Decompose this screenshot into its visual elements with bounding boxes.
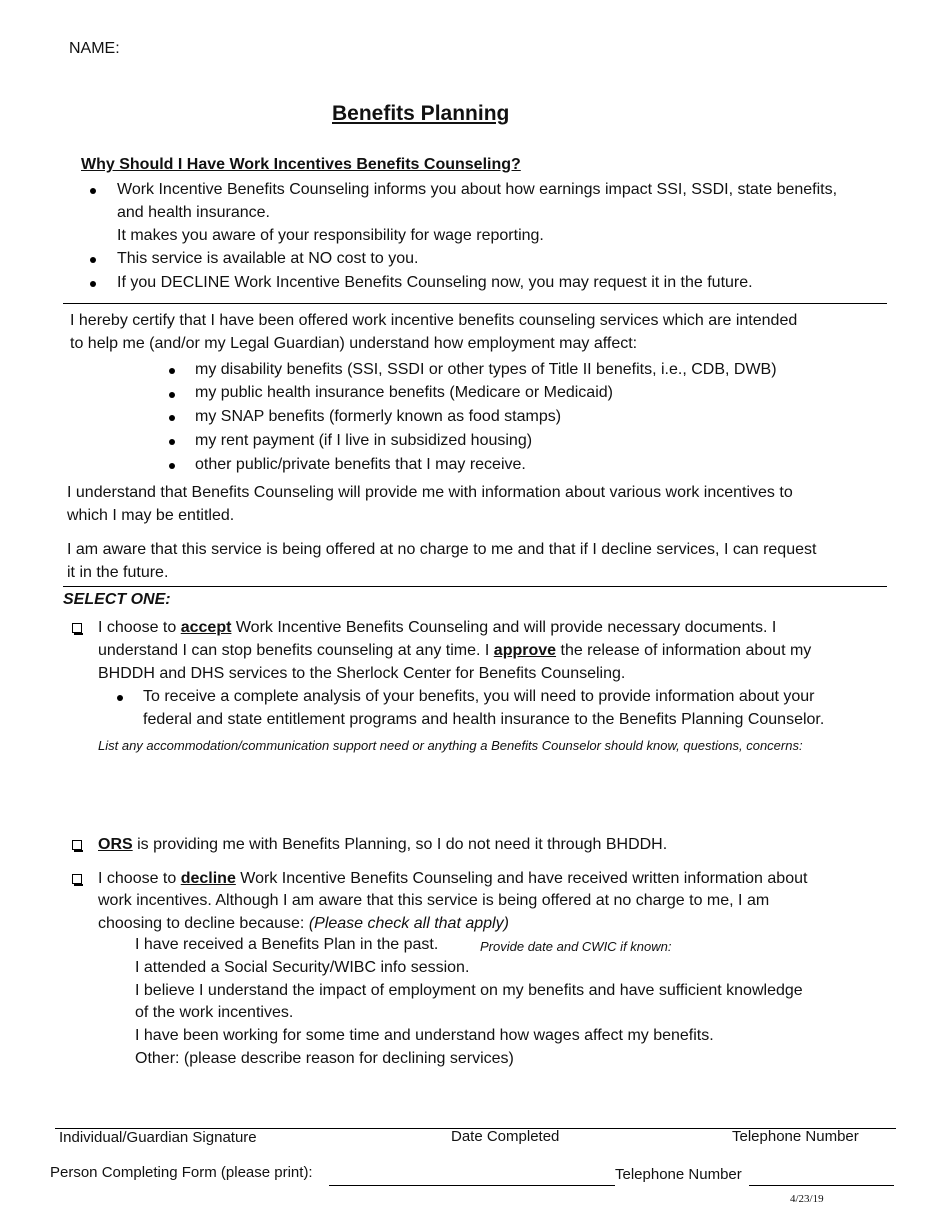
person-completing-field[interactable] <box>329 1185 615 1186</box>
accept-checkbox[interactable] <box>72 623 82 633</box>
benefits-plan-date-note: Provide date and CWIC if known: <box>480 939 672 954</box>
certify-item: my SNAP benefits (formerly known as food stamps) <box>195 408 562 425</box>
telephone-field[interactable] <box>749 1185 894 1186</box>
bullet-dot <box>169 415 175 421</box>
ors-checkbox[interactable] <box>72 840 82 850</box>
page-title: Benefits Planning <box>332 102 510 125</box>
accept-line-2: understand I can stop benefits counseling at any time. I approve the release of information about my <box>98 642 812 659</box>
why-bullet-1-line-2: and health insurance. <box>117 204 270 221</box>
section-divider <box>63 303 887 304</box>
decline-line-2: work incentives. Although I am aware that this service is being offered at no charge to me, I am <box>98 892 770 909</box>
decline-reason-info-session[interactable]: I attended a Social Security/WIBC info session. <box>135 959 470 976</box>
bullet-dot <box>90 281 96 287</box>
why-heading: Why Should I Have Work Incentives Benefits Counseling? <box>81 156 521 173</box>
ors-line: ORS is providing me with Benefits Planning, so I do not need it through BHDDH. <box>98 836 668 853</box>
decline-reason-understand-line-2: of the work incentives. <box>135 1004 294 1021</box>
why-bullet-1-line-3: It makes you aware of your responsibility for wage reporting. <box>117 227 544 244</box>
no-charge-line-1: I am aware that this service is being offered at no charge to me and that if I decline services, I can request <box>67 541 817 558</box>
approve-keyword: approve <box>493 642 557 659</box>
accept-line-3: BHDDH and DHS services to the Sherlock Center for Benefits Counseling. <box>98 665 626 682</box>
decline-checkbox[interactable] <box>72 874 82 884</box>
decline-reason-understand-line-1[interactable]: I believe I understand the impact of employment on my benefits and have sufficient knowledge <box>135 982 803 999</box>
why-bullet-2: This service is available at NO cost to you. <box>117 250 419 267</box>
name-label: NAME: <box>69 40 120 57</box>
signature-label: Individual/Guardian Signature <box>59 1129 257 1146</box>
why-bullet-1-line-1: Work Incentive Benefits Counseling informs you about how earnings impact SSI, SSDI, state benefits, <box>117 181 838 198</box>
decline-reason-other[interactable]: Other: (please describe reason for declining services) <box>135 1050 514 1067</box>
select-one-label: SELECT ONE: <box>63 591 171 608</box>
accommodation-note: List any accommodation/communication support need or anything a Benefits Counselor should know, questions, concerns: <box>98 738 803 753</box>
entitlement-line-1: I understand that Benefits Counseling will provide me with information about various work incentives to <box>67 484 793 501</box>
certify-line-2: to help me (and/or my Legal Guardian) understand how employment may affect: <box>70 335 638 352</box>
certify-item: my disability benefits (SSI, SSDI or other types of Title II benefits, i.e., CDB, DWB) <box>195 361 777 378</box>
certify-item: my rent payment (if I live in subsidized housing) <box>195 432 533 449</box>
bullet-dot <box>169 392 175 398</box>
decline-line-1: I choose to decline Work Incentive Benefits Counseling and have received written information about <box>98 870 808 887</box>
bullet-dot <box>169 463 175 469</box>
entitlement-line-2: which I may be entitled. <box>67 507 235 524</box>
accept-sub-line-1: To receive a complete analysis of your benefits, you will need to provide information about your <box>143 688 815 705</box>
certify-item: my public health insurance benefits (Medicare or Medicaid) <box>195 384 613 401</box>
accommodation-notes-area[interactable] <box>98 758 878 828</box>
section-divider <box>63 586 887 587</box>
telephone-label-2: Telephone Number <box>615 1166 742 1183</box>
telephone-label-1: Telephone Number <box>732 1128 859 1145</box>
accept-keyword: accept <box>180 619 232 636</box>
bullet-dot <box>169 439 175 445</box>
bullet-dot <box>117 695 123 701</box>
person-completing-label: Person Completing Form (please print): <box>50 1164 313 1181</box>
decline-reason-working[interactable]: I have been working for some time and understand how wages affect my benefits. <box>135 1027 714 1044</box>
certify-item: other public/private benefits that I may receive. <box>195 456 526 473</box>
bullet-dot <box>90 188 96 194</box>
certify-line-1: I hereby certify that I have been offered work incentive benefits counseling services which are intended <box>70 312 798 329</box>
accept-sub-line-2: federal and state entitlement programs and health insurance to the Benefits Planning Counselor. <box>143 711 825 728</box>
accept-line-1: I choose to accept Work Incentive Benefits Counseling and will provide necessary documents. I <box>98 619 777 636</box>
why-bullet-3: If you DECLINE Work Incentive Benefits Counseling now, you may request it in the future. <box>117 274 753 291</box>
bullet-dot <box>169 368 175 374</box>
no-charge-line-2: it in the future. <box>67 564 169 581</box>
ors-keyword: ORS <box>98 836 133 853</box>
date-completed-label: Date Completed <box>451 1128 560 1145</box>
form-revision-date: 4/23/19 <box>790 1193 824 1205</box>
decline-line-3: choosing to decline because: (Please check all that apply) <box>98 915 509 932</box>
decline-keyword: decline <box>180 870 236 887</box>
bullet-dot <box>90 257 96 263</box>
decline-reason-benefits-plan[interactable]: I have received a Benefits Plan in the past. <box>135 936 439 953</box>
